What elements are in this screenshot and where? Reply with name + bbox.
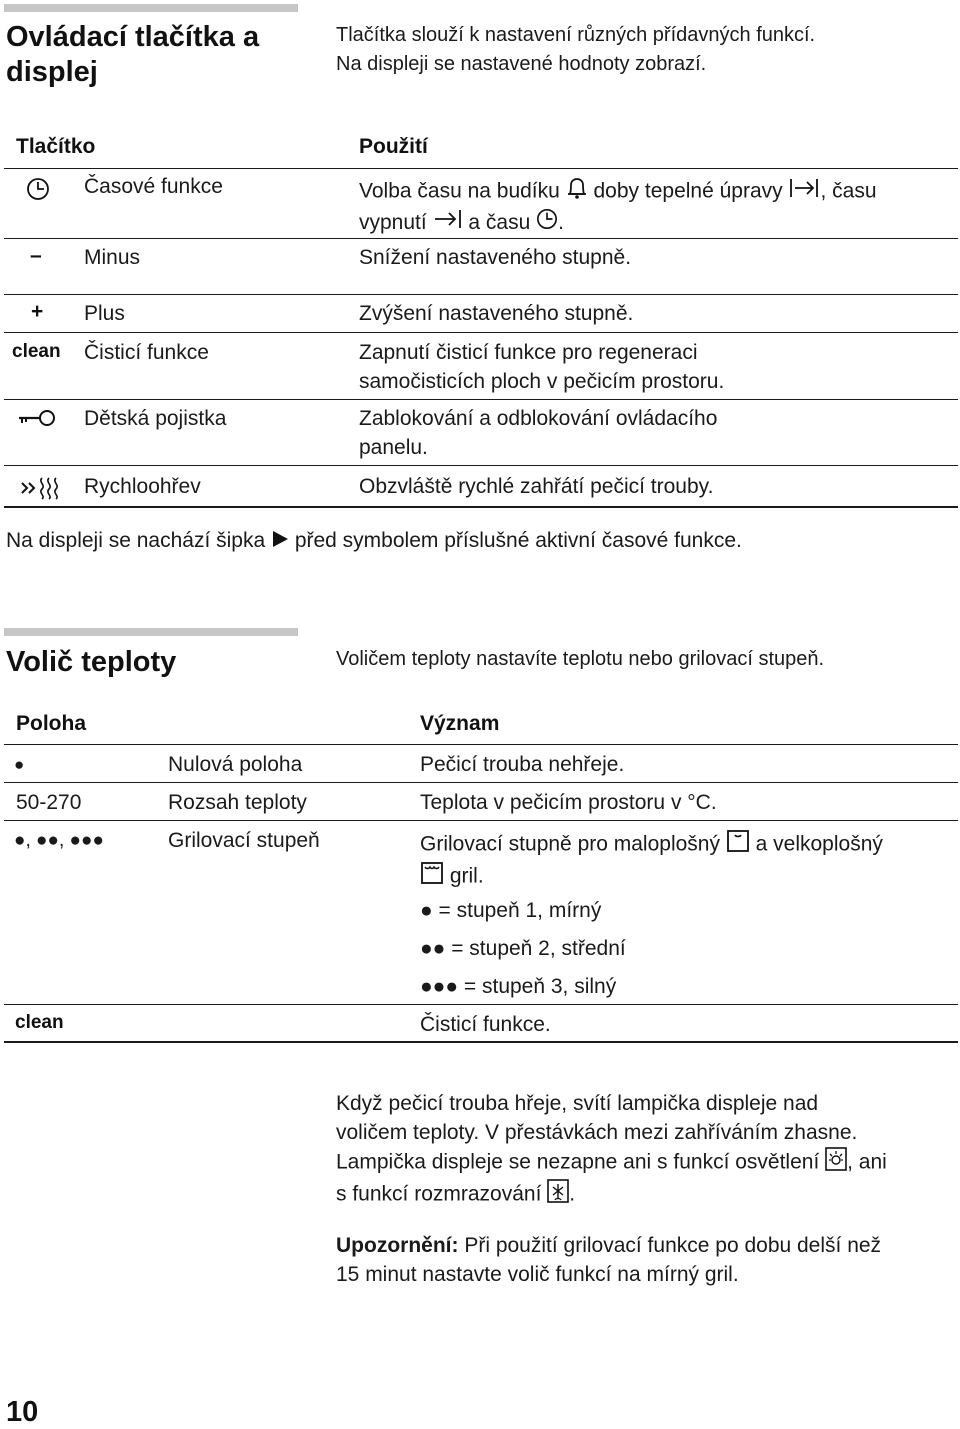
divider [4,744,958,745]
row-use-clean: Zapnutí čisticí funkce pro regeneraci samočisticích ploch v pečicím prostoru. [359,341,725,393]
divider [4,1041,958,1043]
divider [4,168,958,169]
oven-light-icon [825,1147,847,1179]
position-grill-name: Grilovací stupeň [168,829,320,852]
row-use-childlock: Zablokování a odblokování ovládacího panelu. [359,407,718,459]
clean-symbol: clean [12,341,61,362]
row-use-plus: Zvýšení nastaveného stupně. [359,302,634,325]
section-bar-2 [4,628,298,636]
grill-level-1: ● = stupeň 1, mírný [420,899,602,922]
bell-icon [566,176,588,208]
row-name-time: Časové funkce [84,175,223,198]
small-grill-icon [726,829,750,861]
row-use-minus: Snížení nastaveného stupně. [359,246,632,269]
row-name-clean: Čisticí funkce [84,341,209,364]
divider [4,465,958,466]
clock-icon [536,208,558,238]
row-name-plus: Plus [84,302,125,325]
clock-icon [26,177,50,206]
divider [4,782,958,783]
col-header-button: Tlačítko [16,135,96,158]
section-bar-1 [4,4,298,12]
divider [4,399,958,400]
position-range-symbol: 50-270 [16,791,82,814]
section-intro-1: Tlačítka slouží k nastavení různých přídavných funkcí. Na displeji se nastavené hodnoty zobrazí. [336,24,816,75]
divider [4,294,958,295]
col-header-meaning: Význam [420,712,500,735]
display-note: Na displeji se nachází šipka před symbolem příslušné aktivní časové funkce. [6,526,742,556]
section-title-1: Ovládací tlačítka a displej [6,21,260,88]
divider [4,1004,958,1005]
position-zero-meaning: Pečicí trouba nehřeje. [420,753,625,776]
divider [4,506,958,508]
minus-symbol: – [30,244,42,267]
duration-icon [788,177,820,207]
play-arrow-icon [271,527,289,556]
position-range-name: Rozsah teploty [168,791,307,814]
clean-symbol: clean [15,1012,64,1033]
row-name-minus: Minus [84,246,141,269]
rapid-heat-icon [20,475,64,506]
plus-symbol: + [31,300,44,323]
position-grill-symbol: ●, ●●, ●●● [14,830,104,851]
warning-label: Upozornění: [336,1234,459,1257]
position-grill-meaning: Grilovací stupně pro maloplošný a velkoplošný gril. [420,829,883,893]
display-lamp-paragraph: Když pečicí trouba hřeje, svítí lampička displeje nad voličem teploty. V přestávkách mezi zahříváním zhasne. Lampička displeje se nezapne ani s funkcí osvětlení , ani s funkcí rozmrazování . [336,1089,948,1211]
large-grill-icon [420,861,444,893]
row-name-rapidheat: Rychloohřev [84,475,201,498]
divider [4,238,958,239]
row-use-rapidheat: Obzvláště rychlé zahřátí pečicí trouby. [359,475,714,498]
position-range-meaning: Teplota v pečicím prostoru v °C. [420,791,717,814]
row-use-time: Volba času na budíku doby tepelné úpravy , času vypnutí a času . [359,176,877,238]
page-number: 10 [6,1396,39,1428]
row-name-childlock: Dětská pojistka [84,407,227,430]
position-zero-name: Nulová poloha [168,753,303,776]
defrost-icon [547,1179,569,1211]
col-header-position: Poloha [16,712,87,735]
grill-level-2: ●● = stupeň 2, střední [420,937,626,960]
col-header-use: Použití [359,135,428,158]
section-intro-2: Voličem teploty nastavíte teplotu nebo grilovací stupeň. [336,648,825,670]
key-lock-icon [17,406,57,435]
divider [4,332,958,333]
position-clean-meaning: Čisticí funkce. [420,1013,551,1036]
warning-paragraph: Upozornění: Při použití grilovací funkce po dobu delší než 15 minut nastavte volič funkcí na mírný gril. [336,1234,882,1286]
grill-level-3: ●●● = stupeň 3, silný [420,975,617,998]
end-time-icon [433,208,463,238]
section-title-2: Volič teploty [6,646,177,678]
position-zero-symbol: ● [14,755,25,774]
divider [4,820,958,821]
